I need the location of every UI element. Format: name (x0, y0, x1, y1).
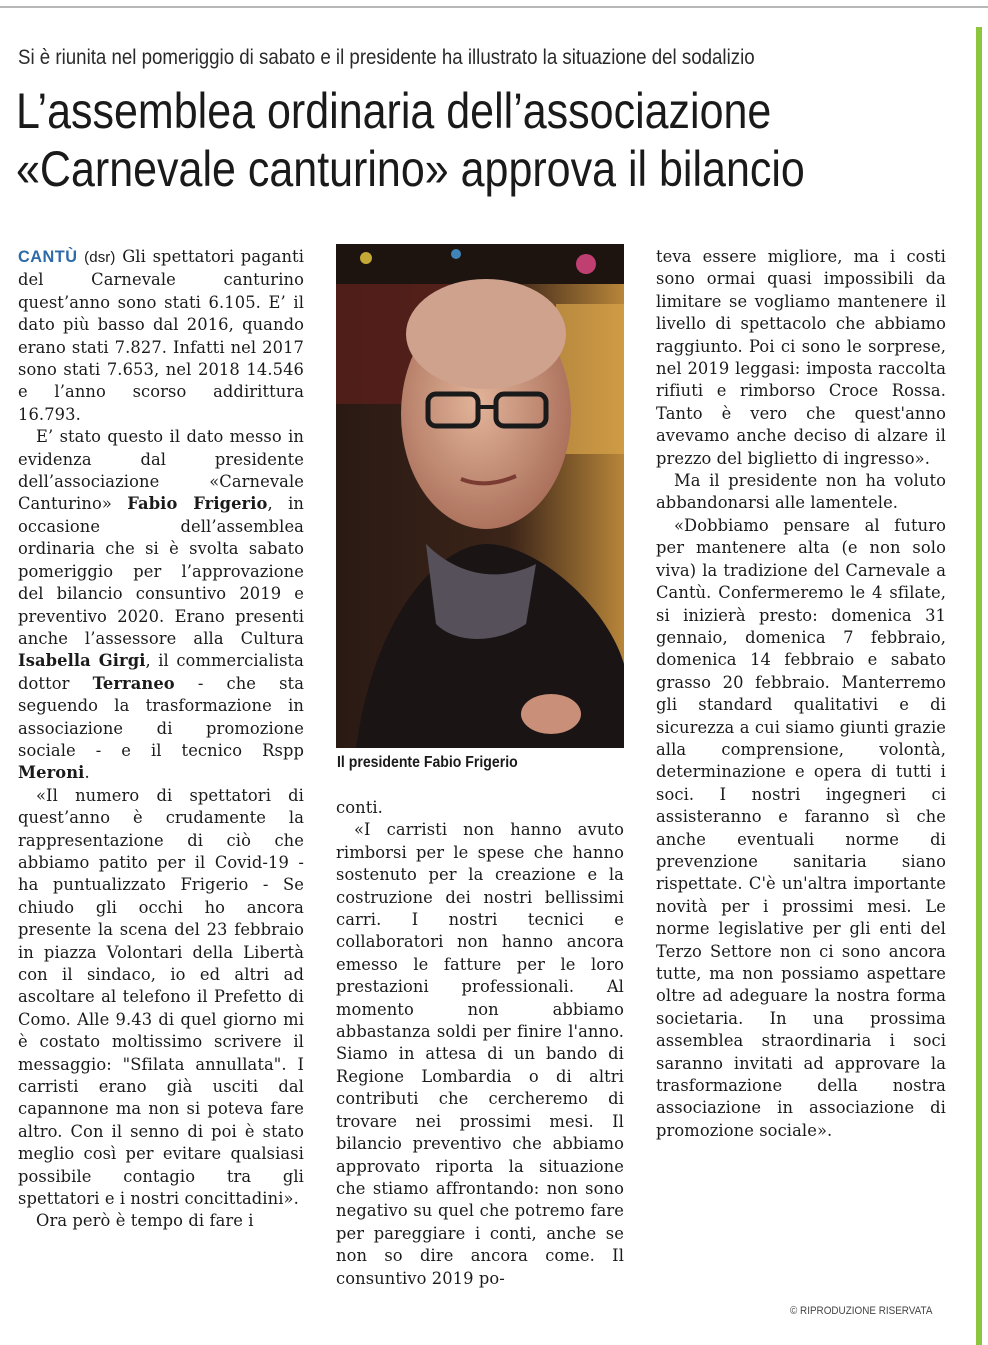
person-name: Fabio Frigerio (127, 494, 268, 514)
person-name: Terraneo (92, 673, 175, 693)
paragraph: «Il numero di spettatori di quest’anno è crudamente la rappresentazione di ciò che abbiamo patito per il Covid-19 - ha puntualizzato Frigerio - Se chiudo gli occhi ho ancora presente la scena del 23 febbraio in piazza Volontari della Libertà con il sindaco, io ed altri ad ascoltare al telefono il Prefetto di Como. Alle 9.43 di quel giorno mi è costato moltissimo scrivere il messaggio: "Sfilata annullata". I carristi erano già usciti dal capannone ma non si poteva fare altro. Con il senno di poi è stato meglio così per evitare qualsiasi possibile contagio tra gli spettatori e i nostri concittadini». (18, 785, 304, 1209)
photo-fabio-frigerio (336, 244, 624, 748)
paragraph: E’ stato questo il dato messo in evidenza dal presidente dell’associazione «Carnevale Canturino» Fabio Frigerio, in occasione dell’assemblea ordinaria che si è svolta sabato pomeriggio per l’approvazione del bilancio consuntivo 2019 e preventivo 2020. Erano presenti anche l’assessore alla Cultura Isabella Girgi, il commercialista dottor Terraneo - che sta seguendo la trasformazione in associazione di promozione sociale - e il tecnico Rspp Meroni. (18, 427, 305, 783)
dateline: CANTÙ (18, 248, 78, 266)
photo-caption: Il presidente Fabio Frigerio (337, 754, 518, 771)
person-name: Meroni (18, 763, 85, 783)
headline-line-2: «Carnevale canturino» approva il bilancio (16, 141, 805, 197)
paragraph: conti. (336, 798, 383, 817)
paragraph: «Dobbiamo pensare al futuro per mantenere alta (e non solo viva) la tradizione del Carnevale a Cantù. Confermeremo le 4 sfilate, si inizierà presto: domenica 31 gennaio, domenica 7 febbraio, domenica 14 febbraio e sabato grasso 20 febbraio. Manterremo gli standard qualitativi e di sicurezza a cui siamo giunti grazie alla comprensione, volontà, determinazione e opera di tutti i soci. I nostri ingegneri ci assisteranno e faranno sì che anche eventuali norme di prevenzione sanitaria siano rispettate. C'è un'altra importante novità per i prossimi mesi. Le norme legislative per gli enti del Terzo Settore non ci sono ancora tutte, ma non possiamo aspettare oltre ad adeguare la nostra forma societaria. In una prossima assemblea straordinaria i soci saranno invitati ad approvare la trasformazione della nostra associazione in associazione di promozione sociale». (656, 515, 946, 1140)
top-rule (0, 6, 988, 8)
person-name: Isabella Girgi (18, 651, 146, 671)
headline-line-1: L’assemblea ordinaria dell’associazione (16, 83, 772, 139)
kicker: Si è riunita nel pomeriggio di sabato e il presidente ha illustrato la situazione del sodalizio (18, 46, 755, 69)
headline (16, 82, 876, 198)
author-initials: (dsr) (84, 249, 116, 266)
section-accent-bar (976, 27, 982, 1345)
copyright-notice: © RIPRODUZIONE RISERVATA (790, 1305, 933, 1317)
article-column-1 (18, 246, 304, 1233)
paragraph: CANTÙ (dsr) Gli spettatori paganti del Carnevale canturino quest’anno sono stati 6.105. E’ il dato più basso dal 2016, quando erano stati 7.827. Infatti nel 2017 sono stati 7.653, nel 2018 14.546 e l’anno scorso addirittura 16.793. (18, 247, 304, 424)
paragraph: Ora però è tempo di fare i (36, 1211, 254, 1231)
article-column-3 (656, 246, 946, 1142)
article-column-2 (336, 797, 624, 1290)
paragraph: Ma il presidente non ha voluto abbandonarsi alle lamentele. (656, 471, 946, 513)
paragraph: teva essere migliore, ma i costi sono ormai quasi impossibili da limitare se vogliamo mantenere il livello di spettacolo che abbiamo raggiunto. Poi ci sono le sorprese, nel 2019 leggasi: imposta raccolta rifiuti e rimborso Croce Rossa. Tanto è vero che quest'anno avevamo anche deciso di alzare il prezzo del biglietto di ingresso». (656, 247, 946, 468)
paragraph: «I carristi non hanno avuto rimborsi per le spese che hanno sostenuto per la creazione e la costruzione dei nostri bellissimi carri. I nostri tecnici e collaboratori non hanno ancora emesso le fatture per le loro prestazioni professionali. Al momento non abbiamo abbastanza soldi per finire l'anno. Siamo in attesa di un bando di Regione Lombardia o di altri contributi che cercheremo di trovare nei prossimi mesi. Il bilancio preventivo che abbiamo approvato riporta la situazione che stiamo affrontando: non sono negativo su quel che potremo fare per pareggiare i conti, anche se non so dire ancora come. Il consuntivo 2019 po- (336, 820, 624, 1288)
